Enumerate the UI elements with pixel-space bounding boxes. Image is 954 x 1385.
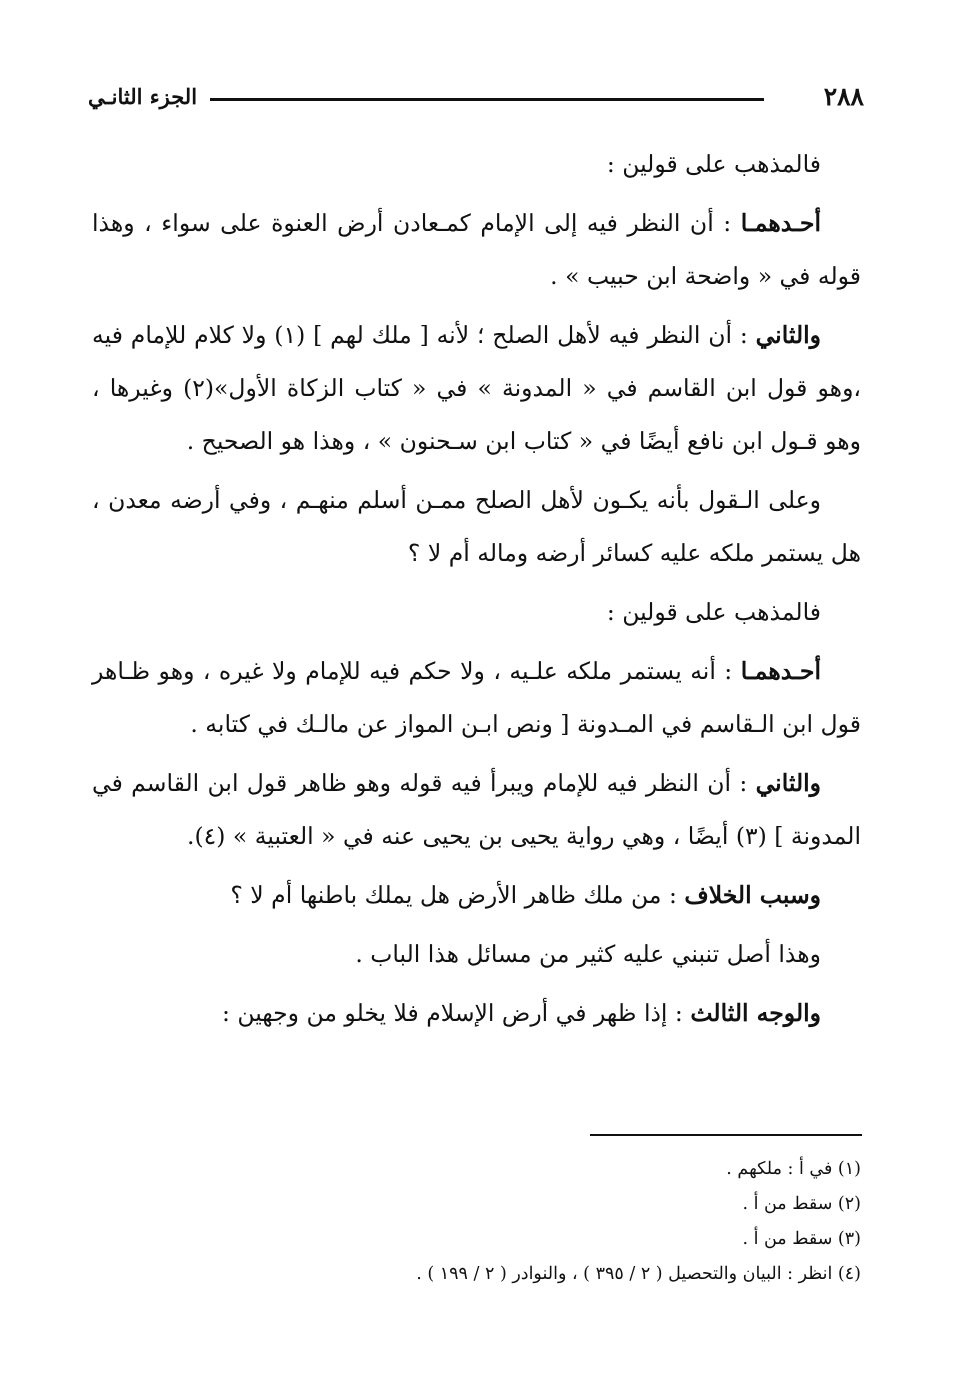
footnote: (١) في أ : ملكهم . [726, 1159, 861, 1179]
page-number: ٢٨٨ [823, 82, 864, 111]
paragraph-lead: والثاني [755, 769, 821, 797]
paragraph-lead: وسبب الخلاف [684, 881, 821, 909]
paragraph-text: : أن النظر فيه للإمام ويبرأ فيه قوله وهو ظاهر قول ابن القاسم في المدونة ] (٣) أيضًا ، وهي رواية يحيى بن يحيى عنه في « العتبية » (٤). [92, 769, 861, 850]
paragraph-lead: والوجه الثالث [690, 999, 821, 1027]
footnote: (٣) سقط من أ . [742, 1229, 861, 1249]
paragraph [92, 987, 861, 1040]
footnote: (٢) سقط من أ . [742, 1194, 861, 1214]
paragraph-text: وهذا أصل تنبني عليه كثير من مسائل هذا الباب . [355, 940, 821, 968]
paragraph-text: وعلى الـقول بأنه يكـون لأهل الصلح ممـن أسلم منهـم ، وفي أرضه معدن ، هل يستمر ملكه عليه كسائر أرضه وماله أم لا ؟ [92, 486, 861, 567]
paragraph-lead: أحـدهمـا [740, 657, 821, 685]
running-title: الجزء الثانـي [88, 84, 198, 109]
paragraph-lead: والثاني [755, 321, 821, 349]
paragraph-text: : إذا ظهر في أرض الإسلام فلا يخلو من وجهين : [221, 999, 691, 1027]
paragraph-lead: أحـدهمـا [740, 209, 821, 237]
paragraph-text: : أنه يستمر ملكه علـيه ، ولا حكم فيه للإمام ولا غيره ، وهو ظـاهر قول ابن الـقاسم في المـدونة [ ونص ابـن المواز عن مالـك في كتابه . [92, 657, 861, 738]
paragraph [92, 138, 861, 191]
paragraph-text: فالمذهب على قولين : [606, 150, 821, 178]
paragraph [92, 197, 861, 303]
paragraph-text: فالمذهب على قولين : [606, 598, 821, 626]
paragraph [92, 309, 861, 468]
paragraph-text: : أن النظر فيه لأهل الصلح ؛ لأنه [ ملك لهم ] (١) ولا كلام للإمام فيه ،وهو قول ابن القاسم في « المدونة » في « كتاب الزكاة الأول»(٢) وغيرها ، وهو قـول ابن نافع أيضًا في « كتاب ابن سـحنون » ، وهذا هو الصحيح . [92, 321, 861, 455]
paragraph-text: : من ملك ظاهر الأرض هل يملك باطنها أم لا ؟ [230, 881, 685, 909]
footnotes [92, 1152, 861, 1292]
header-rule [210, 98, 764, 101]
paragraph [92, 645, 861, 751]
paragraph [92, 586, 861, 639]
paragraph [92, 474, 861, 580]
paragraph [92, 869, 861, 922]
main-text [92, 138, 861, 1046]
page-header [88, 82, 864, 122]
paragraph [92, 757, 861, 863]
paragraph [92, 928, 861, 981]
footnote: (٤) انظر : البيان والتحصيل ( ٢ / ٣٩٥ ) ، والنوادر ( ٢ / ١٩٩ ) . [416, 1264, 861, 1284]
paragraph-text: : أن النظر فيه إلى الإمام كمـعادن أرض العنوة على سواء ، وهذا قوله في « واضحة ابن حبيب » . [92, 209, 861, 290]
footnote-separator [590, 1134, 862, 1136]
